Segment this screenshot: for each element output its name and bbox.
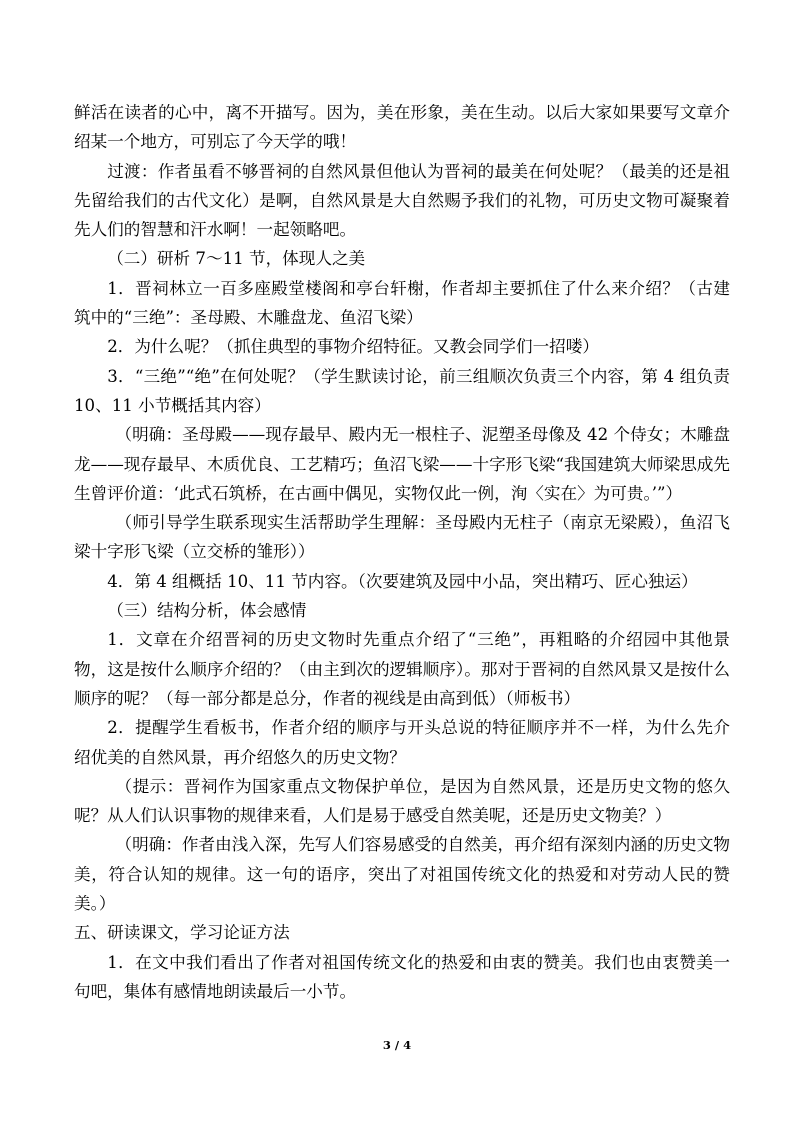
list-item: 4．第 4 组概括 10、11 节内容。（次要建筑及园中小品，突出精巧、匠心独运） (107, 571, 698, 591)
annotation-paragraph: （明确：作者由浅入深，先写人们容易感受的自然美，再介绍有深刻内涵的历史文物美，符合认知的规律。这一句的语序，突出了对祖国传统文化的热爱和对劳动人民的赞美。） (74, 835, 730, 914)
section-heading: 五、研读课文，学习论证方法 (74, 923, 290, 943)
list-item: 2．为什么呢？（抓住典型的事物介绍特征。又教会同学们一招喽） (107, 337, 599, 357)
list-item: 3．“三绝”“绝”在何处呢？（学生默读讨论，前三组顺次负责三个内容，第 4 组负责 10、11 小节概括其内容） (74, 366, 730, 415)
annotation-paragraph: （明确：圣母殿——现存最早、殿内无一根柱子、泥塑圣母像及 42 个侍女；木雕盘龙——现存最早、木质优良、工艺精巧；鱼沼飞梁——十字形飞梁“我国建筑大师梁思成先生曾评价道：‘此式石筑桥，在古画中偶见，实物仅此一例，洵〈实在〉为可贵。’”） (74, 425, 730, 503)
annotation-paragraph: （提示：晋祠作为国家重点文物保护单位，是因为自然风景，还是历史文物的悠久呢？从人们认识事物的规律来看，人们是易于感受自然美呢，还是历史文物美？） (74, 776, 730, 826)
section-heading: （二）研析 7～11 节，体现人之美 (107, 249, 366, 269)
paragraph: 鲜活在读者的心中，离不开描写。因为，美在形象，美在生动。以后大家如果要写文章介绍某一个地方，可别忘了今天学的哦！ (74, 103, 730, 152)
list-item: 1．晋祠林立一百多座殿堂楼阁和亭台轩榭，作者却主要抓住了什么来介绍？（古建筑中的“三绝”：圣母殿、木雕盘龙、鱼沼飞梁） (74, 278, 730, 328)
list-item: 2．提醒学生看板书，作者介绍的顺序与开头总说的特征顺序并不一样，为什么先介绍优美的自然风景，再介绍悠久的历史文物？ (74, 718, 730, 767)
annotation-paragraph: （师引导学生联系现实生活帮助学生理解：圣母殿内无柱子（南京无梁殿），鱼沼飞梁十字形飞梁（立交桥的雏形）） (74, 513, 730, 562)
page-number: 3 / 4 (382, 1038, 412, 1052)
section-heading: （三）结构分析，体会感情 (107, 601, 307, 621)
document-body (74, 98, 730, 1006)
list-item: 1．在文中我们看出了作者对祖国传统文化的热爱和由衷的赞美。我们也由衷赞美一句吧，集体有感情地朗读最后一小节。 (74, 952, 730, 1001)
list-item: 1．文章在介绍晋祠的历史文物时先重点介绍了“三绝”，再粗略的介绍园中其他景物，这是按什么顺序介绍的？（由主到次的逻辑顺序）。那对于晋祠的自然风景又是按什么顺序的呢？（每一部分都是总分，作者的视线是由高到低）（师板书） (74, 630, 730, 708)
paragraph-transition: 过渡：作者虽看不够晋祠的自然风景但他认为晋祠的最美在何处呢？（最美的还是祖先留给我们的古代文化）是啊，自然风景是大自然赐予我们的礼物，可历史文物可凝聚着先人们的智慧和汗水啊！一起领略吧。 (74, 161, 730, 240)
